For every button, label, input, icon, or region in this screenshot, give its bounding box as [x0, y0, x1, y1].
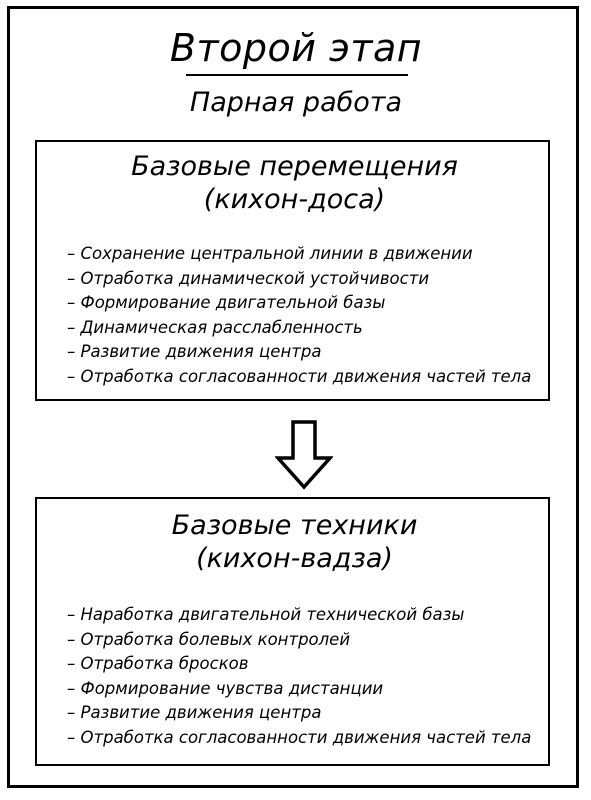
list-item: – Отработка динамической устойчивости	[67, 268, 430, 288]
list-item: – Развитие движения центра	[67, 342, 322, 361]
page-subtitle: Парная работа	[189, 87, 403, 118]
list-item: – Отработка согласованности движения частей тела	[67, 366, 532, 386]
block-basic-techniques-subtitle: (кихон-вадза)	[196, 543, 393, 574]
list-item: – Сохранение центральной линии в движении	[67, 244, 473, 263]
list-item: – Формирование чувства дистанции	[67, 678, 384, 698]
block-basic-techniques-list	[67, 603, 531, 750]
list-item: – Отработка бросков	[67, 654, 249, 673]
block-basic-movements-heading	[37, 150, 552, 216]
block-basic-movements-list	[67, 242, 531, 389]
down-arrow-icon	[275, 420, 333, 490]
list-item: – Отработка согласованности движения частей тела	[67, 727, 532, 747]
block-basic-movements-title: Базовые перемещения	[131, 151, 458, 182]
title-underline	[186, 74, 408, 76]
list-item: – Наработка двигательной технической базы	[67, 605, 465, 624]
list-item: – Формирование двигательной базы	[67, 293, 386, 312]
block-basic-techniques-heading	[37, 509, 552, 575]
block-basic-movements	[35, 140, 550, 401]
list-item: – Отработка болевых контролей	[67, 629, 351, 649]
block-basic-movements-subtitle: (кихон-доса)	[203, 184, 386, 215]
block-basic-techniques-title: Базовые техники	[171, 510, 418, 541]
list-item: – Развитие движения центра	[67, 703, 322, 722]
block-basic-techniques	[35, 497, 550, 766]
page-title: Второй этап	[169, 26, 423, 70]
list-item: – Динамическая расслабленность	[67, 317, 363, 337]
page-frame	[7, 6, 579, 788]
